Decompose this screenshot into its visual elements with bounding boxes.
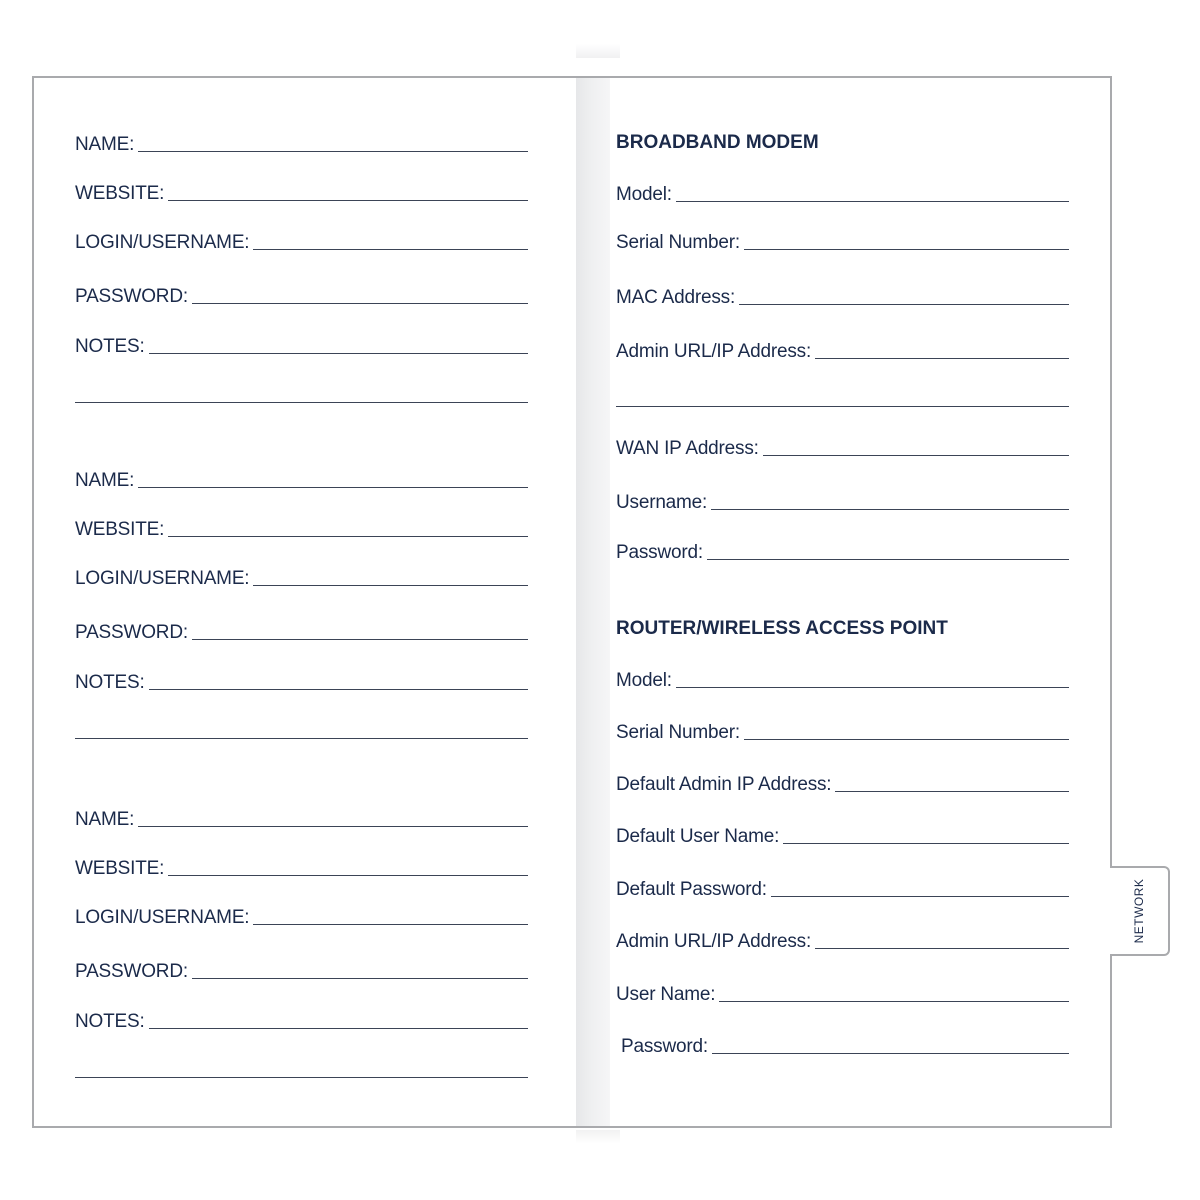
router-serial-line <box>744 738 1069 740</box>
entry-1-login-field[interactable] <box>75 224 528 254</box>
modem-model-field[interactable] <box>616 176 1069 206</box>
entry-1-password-label: PASSWORD: <box>75 286 188 307</box>
router-default-password-line <box>771 895 1069 897</box>
entry-2-notes-line <box>149 688 528 690</box>
entry-2-password-line <box>192 638 528 640</box>
entry-2-login-field[interactable] <box>75 560 528 590</box>
entry-3-notes-field[interactable] <box>75 1003 528 1033</box>
router-default-password-field[interactable] <box>616 871 1069 901</box>
entry-3-login-label: LOGIN/USERNAME: <box>75 907 250 928</box>
entry-3-name-line <box>138 825 528 827</box>
entry-2-password-field[interactable] <box>75 614 528 644</box>
router-model-label: Model: <box>616 670 672 691</box>
entry-2-login-label: LOGIN/USERNAME: <box>75 568 250 589</box>
entry-1-login-label: LOGIN/USERNAME: <box>75 232 250 253</box>
router-user-name-label: User Name: <box>616 984 716 1005</box>
entry-3-login-field[interactable] <box>75 899 528 929</box>
entry-3-notes-line <box>149 1027 528 1029</box>
entry-1-notes-label: NOTES: <box>75 336 145 357</box>
router-serial-field[interactable] <box>616 714 1069 744</box>
modem-admin-url-label: Admin URL/IP Address: <box>616 341 812 362</box>
entry-3-name-label: NAME: <box>75 809 135 830</box>
modem-password-line <box>707 558 1069 560</box>
router-user-name-line <box>719 1000 1069 1002</box>
network-section-tab[interactable] <box>1110 866 1170 956</box>
router-default-user-label: Default User Name: <box>616 826 780 847</box>
entry-1-name-line <box>138 150 528 152</box>
entry-3-website-field[interactable] <box>75 850 528 880</box>
entry-3-website-line <box>168 874 528 876</box>
router-user-name-field[interactable] <box>616 976 1069 1006</box>
entry-2-website-label: WEBSITE: <box>75 519 165 540</box>
entry-1-notes-line <box>149 352 528 354</box>
modem-admin-url-field[interactable] <box>616 333 1069 363</box>
entry-3-notes-extra-line[interactable] <box>75 1077 528 1078</box>
entry-1-name-label: NAME: <box>75 134 135 155</box>
entry-2-website-field[interactable] <box>75 511 528 541</box>
entry-3-password-label: PASSWORD: <box>75 961 188 982</box>
entry-1-login-line <box>253 248 528 250</box>
entry-3-login-line <box>253 923 528 925</box>
modem-password-field[interactable] <box>616 534 1069 564</box>
entry-1-password-field[interactable] <box>75 278 528 308</box>
entry-2-notes-label: NOTES: <box>75 672 145 693</box>
modem-admin-url-line <box>815 357 1069 359</box>
entry-1-name-field[interactable] <box>75 126 528 156</box>
entry-1-website-line <box>168 199 528 201</box>
entry-1-notes-extra-line[interactable] <box>75 402 528 403</box>
router-default-admin-ip-label: Default Admin IP Address: <box>616 774 832 795</box>
entry-3-website-label: WEBSITE: <box>75 858 165 879</box>
router-default-password-label: Default Password: <box>616 879 767 900</box>
entry-3-password-field[interactable] <box>75 953 528 983</box>
router-model-line <box>676 686 1069 688</box>
modem-wan-ip-field[interactable] <box>616 430 1069 460</box>
page-edge-shadow-top <box>576 44 620 58</box>
router-default-user-line <box>783 842 1069 844</box>
router-admin-url-field[interactable] <box>616 923 1069 953</box>
entry-3-password-line <box>192 977 528 979</box>
router-model-field[interactable] <box>616 662 1069 692</box>
entry-1-notes-field[interactable] <box>75 328 528 358</box>
modem-mac-line <box>739 303 1069 305</box>
modem-username-line <box>711 508 1069 510</box>
entry-1-website-field[interactable] <box>75 175 528 205</box>
router-password-field[interactable] <box>621 1028 1069 1058</box>
router-serial-label: Serial Number: <box>616 722 740 743</box>
modem-serial-field[interactable] <box>616 224 1069 254</box>
entry-2-notes-field[interactable] <box>75 664 528 694</box>
router-default-admin-ip-line <box>835 790 1069 792</box>
router-admin-url-line <box>815 947 1069 949</box>
entry-2-password-label: PASSWORD: <box>75 622 188 643</box>
modem-serial-line <box>744 248 1069 250</box>
entry-3-name-field[interactable] <box>75 801 528 831</box>
router-default-admin-ip-field[interactable] <box>616 766 1069 796</box>
entry-2-name-line <box>138 486 528 488</box>
modem-username-field[interactable] <box>616 484 1069 514</box>
modem-heading: BROADBAND MODEM <box>616 132 819 153</box>
entry-1-website-label: WEBSITE: <box>75 183 165 204</box>
modem-model-label: Model: <box>616 184 672 205</box>
modem-username-label: Username: <box>616 492 708 513</box>
router-heading: ROUTER/WIRELESS ACCESS POINT <box>616 618 948 639</box>
modem-mac-field[interactable] <box>616 279 1069 309</box>
modem-password-label: Password: <box>616 542 703 563</box>
router-admin-url-label: Admin URL/IP Address: <box>616 931 812 952</box>
entry-2-notes-extra-line[interactable] <box>75 738 528 739</box>
entry-2-name-label: NAME: <box>75 470 135 491</box>
modem-mac-label: MAC Address: <box>616 287 736 308</box>
modem-admin-url-extra-line[interactable] <box>616 406 1069 407</box>
page-edge-shadow-bottom <box>576 1130 620 1144</box>
modem-wan-ip-line <box>763 454 1069 456</box>
router-password-label: Password: <box>621 1036 708 1057</box>
entry-2-login-line <box>253 584 528 586</box>
entry-1-password-line <box>192 302 528 304</box>
router-default-user-field[interactable] <box>616 818 1069 848</box>
modem-serial-label: Serial Number: <box>616 232 740 253</box>
entry-2-name-field[interactable] <box>75 462 528 492</box>
center-gutter <box>576 78 610 1126</box>
modem-wan-ip-label: WAN IP Address: <box>616 438 759 459</box>
modem-model-line <box>676 200 1069 202</box>
entry-2-website-line <box>168 535 528 537</box>
router-password-line <box>712 1052 1069 1054</box>
network-tab-label: NETWORK <box>1132 878 1146 944</box>
entry-3-notes-label: NOTES: <box>75 1011 145 1032</box>
